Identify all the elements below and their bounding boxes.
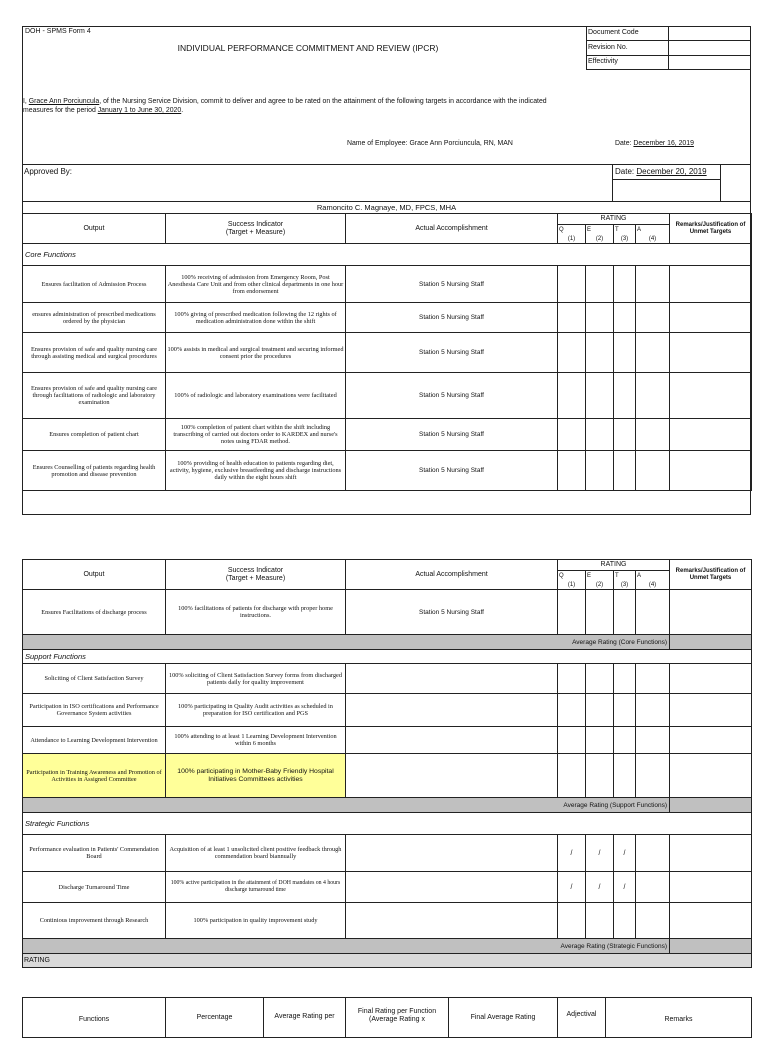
support-functions-heading: Support Functions bbox=[23, 650, 752, 664]
table-row: Participation in Training Awareness and Promotion of Activities in Assigned Committee 100% participating in Mother-Baby Friendly Hospital Initiatives Committees activities bbox=[23, 754, 752, 798]
rating-header: RATING bbox=[558, 214, 670, 225]
summary-adjectival-header: Adjectival bbox=[558, 998, 606, 1038]
rating-summary-table bbox=[22, 997, 752, 1038]
rating-header-2: RATING bbox=[558, 560, 670, 571]
core-functions-heading: Core Functions bbox=[23, 244, 752, 266]
employee-signature-line: Name of Employee: Grace Ann Porciuncula, RN, MAN bbox=[347, 140, 513, 147]
col-q: Q bbox=[558, 225, 586, 235]
col-success-indicator-header: Success Indicator (Target + Measure) bbox=[166, 214, 346, 244]
col-output-header-2: Output bbox=[23, 560, 166, 590]
col-remarks-header-2: Remarks/Justification of Unmet Targets bbox=[670, 560, 752, 590]
table-row: Soliciting of Client Satisfaction Survey 100% soliciting of Client Satisfaction Survey forms from discharged patients daily for quality improvement bbox=[23, 664, 752, 694]
table-row: Continious improvement through Research 100% participation in quality improvement study bbox=[23, 903, 752, 939]
col-e: E bbox=[586, 225, 614, 235]
table-row: Performance evaluation in Patients' Commendation Board Acquisition of at least 1 unsolicited client positive feedback through commendation board biannually / / / bbox=[23, 835, 752, 872]
summary-final-average-header: Final Average Rating bbox=[449, 998, 558, 1038]
col-a: A bbox=[636, 225, 670, 235]
col-actual-accomplishment-header: Actual Accomplishment bbox=[346, 214, 558, 244]
table-row: Discharge Turnaround Time 100% active participation in the attainment of DOH mandates on 4 hours discharge turnaround time / / / bbox=[23, 872, 752, 903]
approved-by-label: Approved By: bbox=[24, 167, 73, 176]
ipcr-table-page-1: Output Success Indicator (Target + Measure) Actual Accomplishment RATING Remarks/Justification of Unmet Targets Q E T A (1) (2) (3) (4) Core Functions Ensures facilitation of Admission Process 100% receiving of admission from Emergency Room, Post Anesthesia Care Unit and from other clinical departments in one hour from endorsement Station 5 Nursing Staff ensures administration of prescribed medications ordered by the physician 100% giving of prescribed medication following the 12 rights of medication administration done within the shift Station 5 Nursing Staff Ensures provision of safe and quality nursing care through assisting medical and surgical procedures 100% assists in medical and surgical treatment and securing informed consent prior the procedures Station 5 Nursing Staff Ensures provision of safe and quality nursing care through facilitations of radiologic and laboratory examination 100% of radiologic and laboratory examinations were facilitated Station 5 Nursing Staff Ensures completion of patient chart 100% completion of patient chart within the shift including transcribing of carried out doctors order to KARDEX and nurse's notes using FDAR method. Station 5 Nursing Staff Ensures Counselling of patients regarding health promotion and disease prevention 100% providing of health education to patients regarding diet, activity, hygiene, exclusive breastfeeding and discharge instructions daily within the eight hours shift Station 5 Nursing Staff bbox=[22, 213, 752, 491]
revision-no-label: Revision No. bbox=[588, 44, 628, 51]
form-title: INDIVIDUAL PERFORMANCE COMMITMENT AND REVIEW (IPCR) bbox=[177, 43, 439, 53]
strategic-functions-heading: Strategic Functions bbox=[23, 813, 752, 835]
summary-functions-header: Functions bbox=[23, 998, 166, 1038]
form-number: DOH - SPMS Form 4 bbox=[25, 28, 91, 35]
col-actual-accomplishment-header-2: Actual Accomplishment bbox=[346, 560, 558, 590]
effectivity-label: Effectivity bbox=[588, 58, 618, 65]
summary-avg-rating-header: Average Rating per bbox=[264, 998, 346, 1038]
average-support-functions: Average Rating (Support Functions) bbox=[23, 798, 670, 813]
table-row: Ensures facilitation of Admission Process 100% receiving of admission from Emergency Room, Post Anesthesia Care Unit and from other clinical departments in one hour from endorsement Station 5 Nursing Staff bbox=[23, 266, 752, 303]
col-remarks-header: Remarks/Justification of Unmet Targets bbox=[670, 214, 752, 244]
table-row: Ensures Facilitations of discharge process 100% facilitations of patients for discharge with proper home instructions. Station 5 Nursing Staff bbox=[23, 590, 752, 635]
rating-period: January 1 to June 30, 2020 bbox=[97, 107, 182, 114]
rating-summary-heading: RATING bbox=[23, 954, 752, 968]
table-row: Ensures completion of patient chart 100% completion of patient chart within the shift including transcribing of carried out doctors order to KARDEX and nurse's notes using FDAR method. Station 5 Nursing Staff bbox=[23, 419, 752, 451]
table-row: Ensures provision of safe and quality nursing care through assisting medical and surgical procedures 100% assists in medical and surgical treatment and securing informed consent prior the procedures Station 5 Nursing Staff bbox=[23, 333, 752, 373]
average-core-functions: Average Rating (Core Functions) bbox=[23, 635, 670, 650]
col-output-header: Output bbox=[23, 214, 166, 244]
ipcr-table-page-2: Output Success Indicator (Target + Measure) Actual Accomplishment RATING Remarks/Justification of Unmet Targets Q E T A (1) (2) (3) (4) Ensures Facilitations of discharge process 100% facilitations of patients for discharge with proper home instructions. Station 5 Nursing Staff Average Rating (Core Functions) Support Functions Soliciting of Client Satisfaction Survey 100% soliciting of Client Satisfaction Survey forms from discharged patients daily for quality improvement Participation in ISO certifications and Performance Governance System activities 100% participating in Quality Audit activities as scheduled in preparation for ISO certification and PGS Attendance to Learning Development Intervention 100% attending to at least 1 Learning Development Intervention within 6 months Participation in Training Awareness and Promotion of Activities in Assigned Committee 100% participating in Mother-Baby Friendly Hospital Initiatives Committees activities Average Rating (Support Functions) Strategic Functions Performance evaluation in Patients' Commendation Board Acquisition of at least 1 unsolicited client positive feedback through commendation board biannually / / / Discharge Turnaround Time 100% active participation in the attainment of DOH mandates on 4 hours discharge turnaround time / / / Continious improvement through Research 100% participation in quality improvement study Average Rating (Strategic Functions) RATING bbox=[22, 559, 752, 968]
summary-final-rating-header: Final Rating per Function (Average Rating x bbox=[346, 998, 449, 1038]
table-row: Ensures provision of safe and quality nursing care through facilitations of radiologic and laboratory examination 100% of radiologic and laboratory examinations were facilitated Station 5 Nursing Staff bbox=[23, 373, 752, 419]
summary-percentage-header: Percentage bbox=[166, 998, 264, 1038]
col-success-indicator-header-2: Success Indicator (Target + Measure) bbox=[166, 560, 346, 590]
col-t: T bbox=[614, 225, 636, 235]
employee-name-underlined: Grace Ann Porciuncula bbox=[28, 98, 100, 105]
table-row: ensures administration of prescribed medications ordered by the physician 100% giving of prescribed medication following the 12 rights of medication administration done within the shift Station 5 Nursing Staff bbox=[23, 303, 752, 333]
average-strategic-functions: Average Rating (Strategic Functions) bbox=[23, 939, 670, 954]
employee-full-name: Grace Ann Porciuncula, RN, MAN bbox=[409, 140, 513, 147]
approval-date: Date: December 20, 2019 bbox=[615, 167, 707, 176]
table-row: Attendance to Learning Development Intervention 100% attending to at least 1 Learning Development Intervention within 6 months bbox=[23, 727, 752, 754]
table-row: Ensures Counselling of patients regarding health promotion and disease prevention 100% providing of health education to patients regarding diet, activity, hygiene, exclusive breastfeeding and discharge instructions daily within the eight hours shift Station 5 Nursing Staff bbox=[23, 451, 752, 491]
document-code-label: Document Code bbox=[588, 29, 639, 36]
approver-name: Ramoncito C. Magnaye, MD, FPCS, MHA bbox=[316, 203, 457, 212]
commitment-statement: I, Grace Ann Porciuncula, of the Nursing Service Division, commit to deliver and agree to be rated on the attainment of the following targets in accordance with the indicated measures for the period January 1 to June 30, 2020. bbox=[23, 98, 547, 114]
table-row: Participation in ISO certifications and Performance Governance System activities 100% participating in Quality Audit activities as scheduled in preparation for ISO certification and PGS bbox=[23, 694, 752, 727]
employee-date: Date: December 16, 2019 bbox=[615, 140, 694, 147]
summary-remarks-header: Remarks bbox=[606, 998, 752, 1038]
